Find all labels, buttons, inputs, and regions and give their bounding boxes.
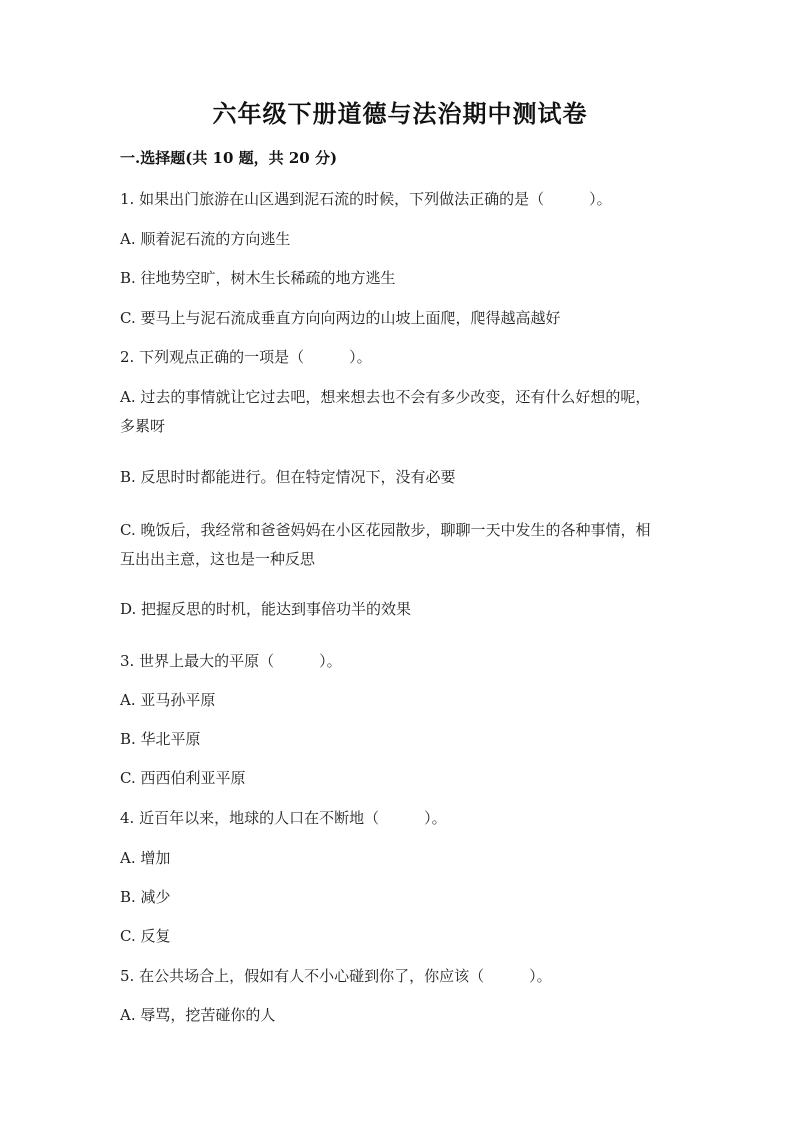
question-1-option-c: C. 要马上与泥石流成垂直方向向两边的山坡上面爬，爬得越高越好: [120, 309, 561, 327]
question-2-option-a: A. 过去的事情就让它过去吧，想来想去也不会有多少改变，还有什么好想的呢，多累呀: [120, 388, 651, 435]
question-3-option-c: C. 西西伯利亚平原: [120, 769, 246, 787]
section-heading: 一.选择题(共 10 题，共 20 分): [120, 149, 338, 167]
question-3-option-a: A. 亚马孙平原: [120, 691, 216, 709]
question-3-stem: 3. 世界上最大的平原（ ）。: [120, 652, 342, 670]
question-1-stem: 1. 如果出门旅游在山区遇到泥石流的时候，下列做法正确的是（ ）。: [120, 190, 612, 208]
question-2-option-b: B. 反思时时都能进行。但在特定情况下，没有必要: [120, 468, 456, 486]
question-5-stem: 5. 在公共场合上，假如有人不小心碰到你了，你应该（ ）。: [120, 967, 552, 985]
question-4-option-a: A. 增加: [120, 849, 171, 867]
question-1-option-a: A. 顺着泥石流的方向逃生: [120, 230, 291, 248]
question-3-option-b: B. 华北平原: [120, 730, 201, 748]
question-2-option-c: C. 晚饭后，我经常和爸爸妈妈在小区花园散步，聊聊一天中发生的各种事情，相互出出主意，这也是一种反思: [120, 521, 651, 568]
question-5-option-a: A. 辱骂，挖苦碰你的人: [120, 1006, 276, 1024]
question-2-option-d: D. 把握反思的时机，能达到事倍功半的效果: [120, 600, 412, 618]
question-4-option-b: B. 减少: [120, 888, 171, 906]
question-2-stem: 2. 下列观点正确的一项是（ ）。: [120, 348, 372, 366]
question-4-option-c: C. 反复: [120, 927, 171, 945]
question-4-stem: 4. 近百年以来，地球的人口在不断地（ ）。: [120, 809, 447, 827]
exam-title: 六年级下册道德与法治期中测试卷: [212, 99, 588, 128]
question-1-option-b: B. 往地势空旷，树木生长稀疏的地方逃生: [120, 269, 396, 287]
